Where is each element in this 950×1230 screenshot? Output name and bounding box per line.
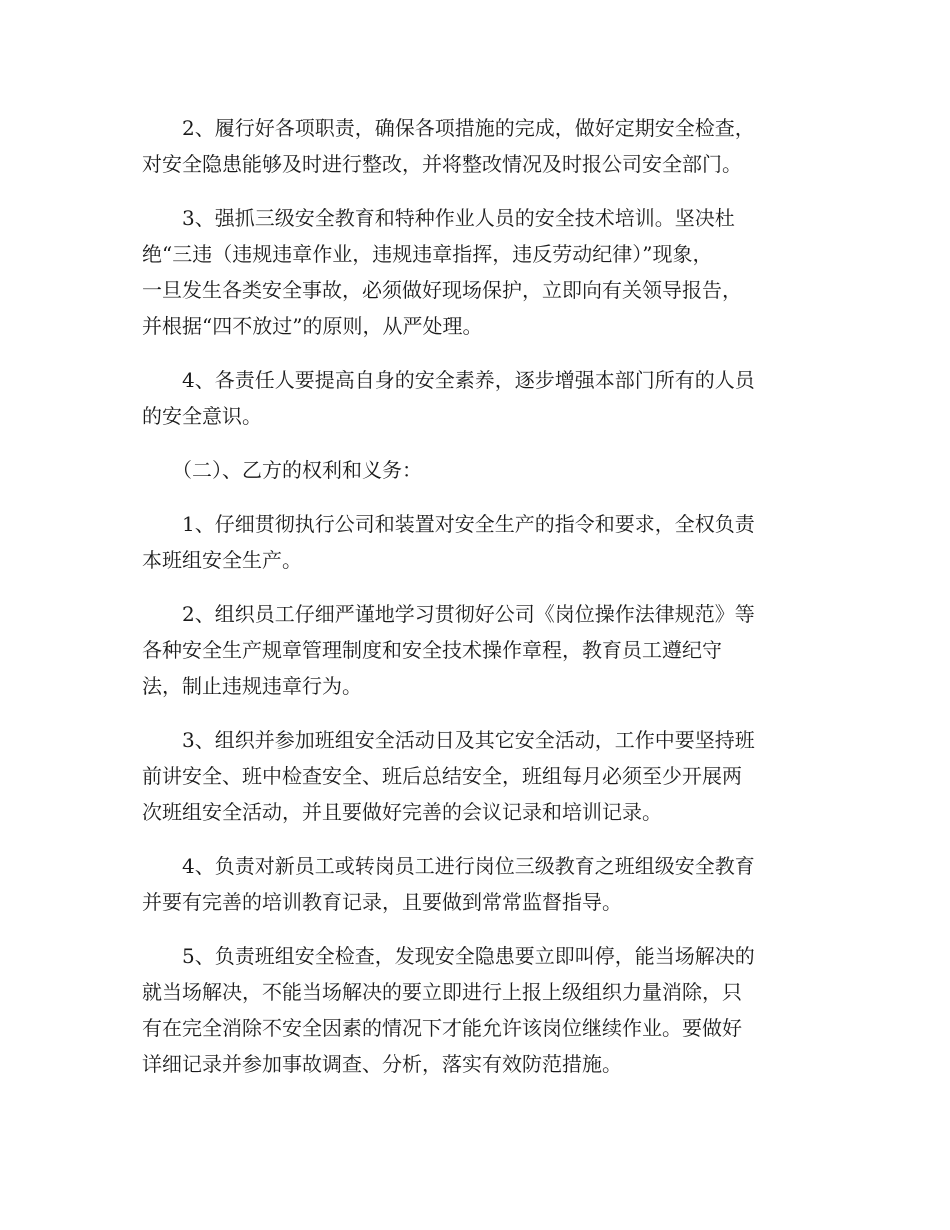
text-line: 一旦发生各类安全事故，必须做好现场保护，立即向有关领导报告，: [142, 278, 742, 302]
text-line: 各种安全生产规章管理制度和安全技术操作章程，教育员工遵纪守: [142, 638, 722, 662]
text-line: 有在完全消除不安全因素的情况下才能允许该岗位继续作业。要做好: [142, 1016, 742, 1040]
text-line: 2、履行好各项职责，确保各项措施的完成，做好定期安全检查，: [182, 116, 755, 140]
heading-text: （二）、乙方的权利和义务：: [172, 458, 422, 482]
paragraph-partyb-5: [142, 938, 808, 1082]
text-line: 详细记录并参加事故调查、分析，落实有效防范措施。: [142, 1052, 622, 1076]
paragraph-partyb-3: [142, 722, 808, 830]
text-line: 3、强抓三级安全教育和特种作业人员的安全技术培训。坚决杜: [182, 206, 735, 230]
text-line: 的安全意识。: [142, 404, 262, 428]
text-line: 2、组织员工仔细严谨地学习贯彻好公司《岗位操作法律规范》等: [182, 602, 755, 626]
text-line: 前讲安全、班中检查安全、班后总结安全，班组每月必须至少开展两: [142, 764, 742, 788]
text-line: 并根据“四不放过”的原则，从严处理。: [142, 314, 483, 338]
paragraph-partyb-1: [142, 506, 808, 578]
paragraph-duty-3: [142, 200, 808, 344]
text-line: 并要有完善的培训教育记录，且要做到常常监督指导。: [142, 890, 622, 914]
paragraph-partyb-4: [142, 848, 808, 920]
text-line: 对安全隐患能够及时进行整改，并将整改情况及时报公司安全部门。: [142, 152, 742, 176]
text-line: 次班组安全活动，并且要做好完善的会议记录和培训记录。: [142, 800, 662, 824]
paragraph-duty-2: [142, 110, 808, 182]
section-heading-party-b: [142, 452, 808, 488]
text-line: 3、组织并参加班组安全活动日及其它安全活动，工作中要坚持班: [182, 728, 755, 752]
text-line: 绝“三违（违规违章作业，违规违章指挥，违反劳动纪律）”现象，: [142, 242, 713, 266]
text-line: 5、负责班组安全检查，发现安全隐患要立即叫停，能当场解决的: [182, 944, 755, 968]
text-line: 4、负责对新员工或转岗员工进行岗位三级教育之班组级安全教育: [182, 854, 755, 878]
text-line: 法，制止违规违章行为。: [142, 674, 362, 698]
text-line: 4、各责任人要提高自身的安全素养，逐步增强本部门所有的人员: [182, 368, 755, 392]
text-line: 本班组安全生产。: [142, 548, 302, 572]
paragraph-partyb-2: [142, 596, 808, 704]
document-body: [142, 110, 808, 1100]
paragraph-duty-4: [142, 362, 808, 434]
text-line: 1、仔细贯彻执行公司和装置对安全生产的指令和要求，全权负责: [182, 512, 755, 536]
text-line: 就当场解决，不能当场解决的要立即进行上报上级组织力量消除，只: [142, 980, 742, 1004]
